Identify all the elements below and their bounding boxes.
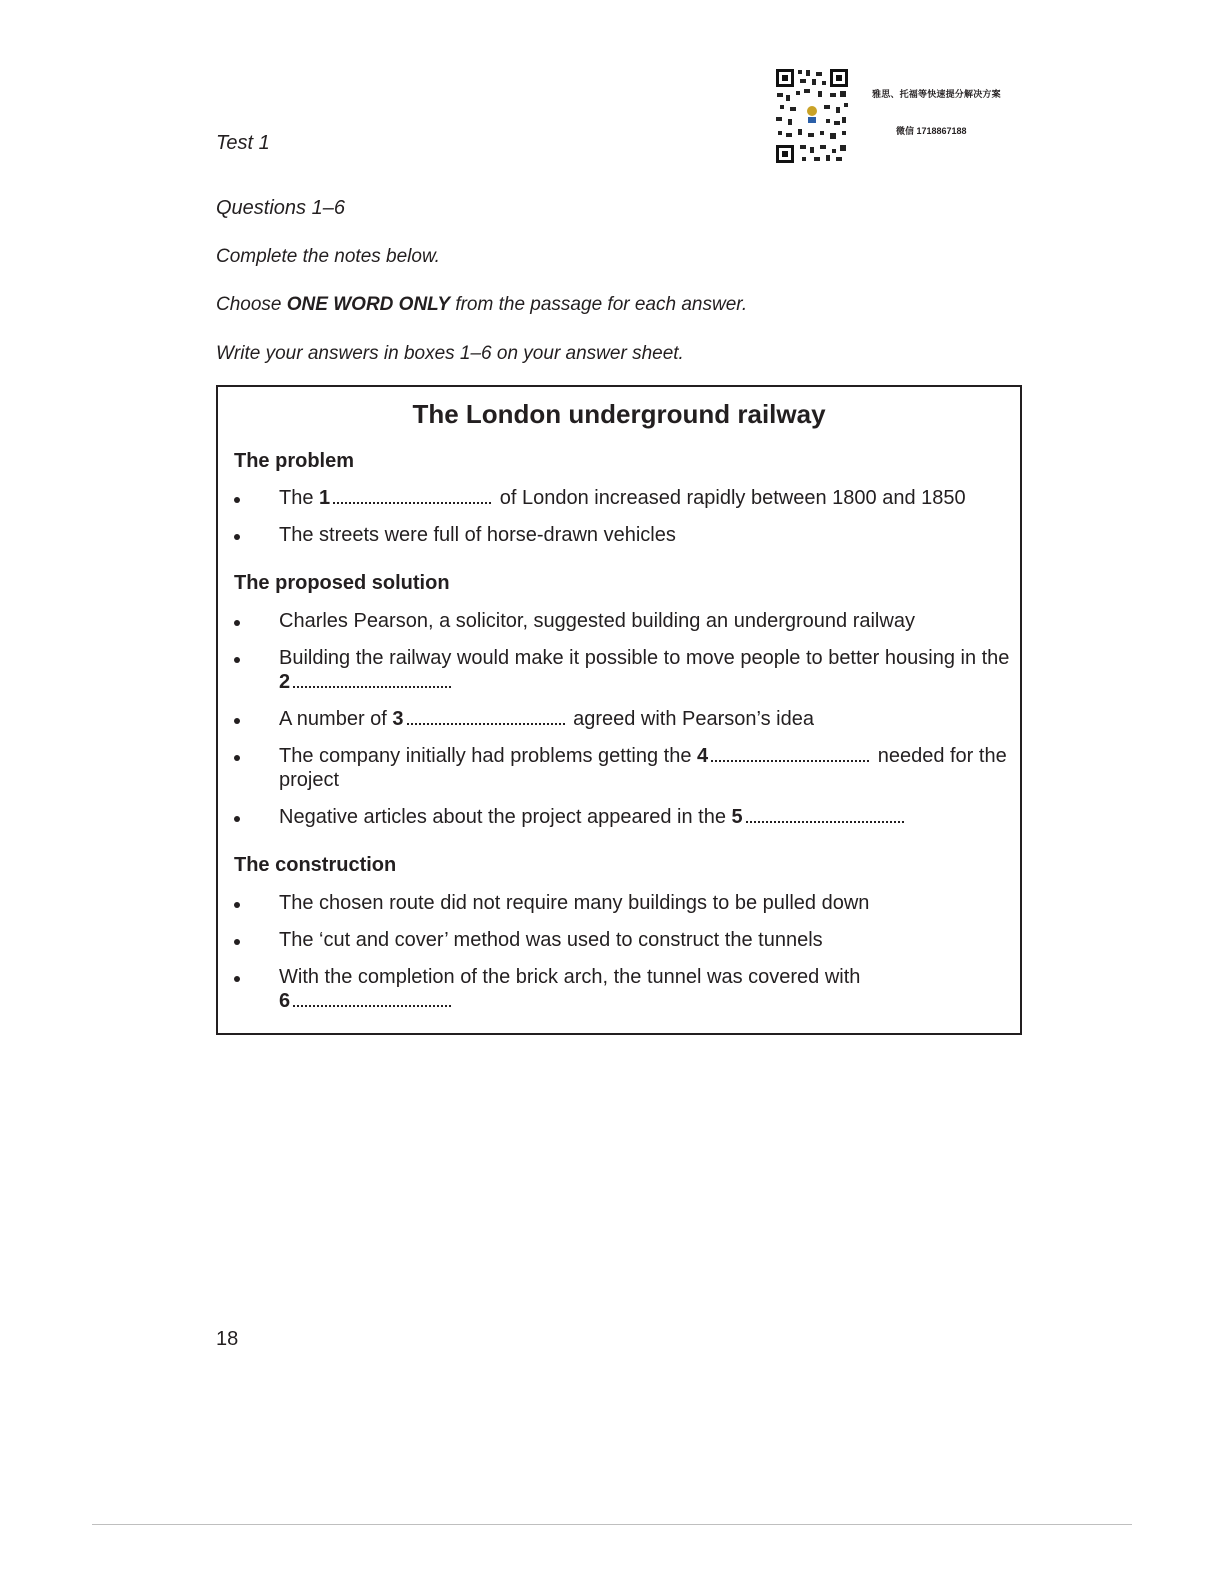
note-item-q6: With the completion of the brick arch, the tunnel was covered with 6	[279, 966, 861, 1012]
question-number: 1	[319, 487, 331, 509]
section-heading-construction: The construction	[234, 854, 397, 876]
one-word-only-emphasis: ONE WORD ONLY	[286, 294, 451, 315]
answer-gap-4[interactable]	[711, 756, 869, 762]
bullet-icon	[234, 939, 240, 945]
answer-gap-5[interactable]	[746, 817, 904, 823]
bullet-icon	[234, 497, 240, 503]
section-heading-proposed-solution: The proposed solution	[234, 572, 450, 594]
bullet-icon	[234, 657, 240, 663]
qr-code-icon	[774, 67, 850, 165]
bullet-icon	[234, 620, 240, 626]
bullet-icon	[234, 816, 240, 822]
qr-caption-line1: 雅思、托福等快速提分解决方案	[872, 89, 1001, 99]
notes-box	[216, 385, 1022, 1035]
question-number: 6	[279, 990, 291, 1012]
instruction-line1: Complete the notes below.	[216, 246, 440, 267]
section-heading-problem: The problem	[234, 450, 355, 472]
note-item-q4: The company initially had problems getting the 4 needed for the project	[279, 745, 1007, 791]
page-number: 18	[216, 1328, 239, 1350]
answer-gap-3[interactable]	[407, 719, 565, 725]
question-number: 4	[697, 745, 709, 767]
bullet-icon	[234, 718, 240, 724]
question-number: 5	[731, 806, 743, 828]
note-item-q3: A number of 3 agreed with Pearson’s idea	[279, 708, 814, 730]
footer-divider	[92, 1524, 1132, 1525]
note-item: The streets were full of horse-drawn vehicles	[279, 524, 676, 546]
bullet-icon	[234, 902, 240, 908]
bullet-icon	[234, 976, 240, 982]
notes-title: The London underground railway	[412, 399, 826, 429]
note-item: The ‘cut and cover’ method was used to construct the tunnels	[279, 929, 823, 951]
answer-gap-6[interactable]	[293, 1001, 451, 1007]
note-item: Charles Pearson, a solicitor, suggested building an underground railway	[279, 610, 915, 632]
answer-gap-2[interactable]	[293, 682, 451, 688]
questions-range: Questions 1–6	[216, 197, 345, 219]
note-item-q5: Negative articles about the project appeared in the 5	[279, 805, 1014, 829]
instruction-line2: Choose ONE WORD ONLY from the passage for each answer.	[216, 294, 748, 315]
running-head: Test 1	[216, 132, 270, 154]
qr-caption-line2: 微信 1718867188	[896, 126, 967, 136]
answer-gap-1[interactable]	[333, 498, 491, 504]
bullet-icon	[234, 755, 240, 761]
question-number: 2	[279, 671, 291, 693]
question-number: 3	[392, 708, 404, 730]
note-item: The chosen route did not require many buildings to be pulled down	[279, 892, 870, 914]
qr-code-image	[774, 67, 850, 165]
instruction-line3: Write your answers in boxes 1–6 on your answer sheet.	[216, 343, 684, 364]
note-item-q1: The 1 of London increased rapidly between 1800 and 1850	[279, 487, 966, 509]
note-item-q2: Building the railway would make it possible to move people to better housing in the 2	[279, 647, 1010, 693]
bullet-icon	[234, 534, 240, 540]
